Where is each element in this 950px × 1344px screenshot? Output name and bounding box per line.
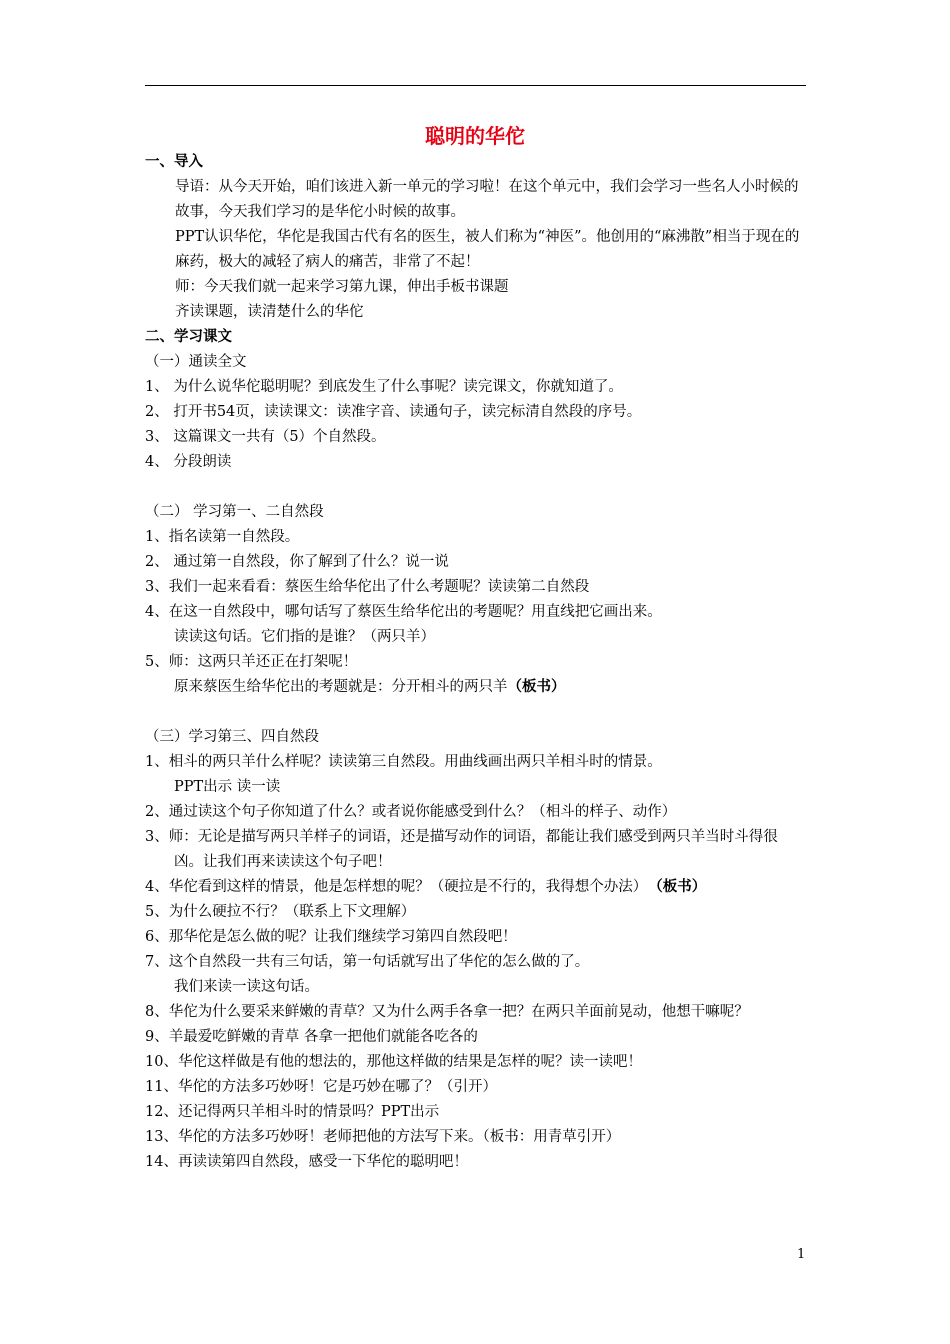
list-item: 9、羊最爱吃鲜嫩的青草 各拿一把他们就能各吃各的 xyxy=(145,1029,478,1045)
list-item: 3、师：无论是描写两只羊样子的词语，还是描写动作的词语，都能让我们感受到两只羊当时斗得很凶。让我们再来读读这个句子吧！ xyxy=(145,829,778,870)
list-item: 2、 打开书54页，读读课文：读准字音、读通句子，读完标清自然段的序号。 xyxy=(145,404,642,420)
list-item: 2、通过读这个句子你知道了什么？或者说你能感受到什么？（相斗的样子、动作） xyxy=(145,804,677,820)
blackboard-tag: （板书） xyxy=(648,879,707,895)
header-rule xyxy=(145,85,806,86)
page-number: 1 xyxy=(797,1247,806,1262)
list-item: 5、为什么硬拉不行？（联系上下文理解） xyxy=(145,904,416,920)
list-item: 10、华佗这样做是有他的想法的，那他这样做的结果是怎样的呢？读一读吧！ xyxy=(145,1054,642,1070)
list-item xyxy=(145,875,806,900)
list-item: 4、 分段朗读 xyxy=(145,454,232,470)
document-title: 聪明的华佗 xyxy=(425,124,525,148)
spacer xyxy=(145,475,806,500)
subsection-heading-2: （二） 学习第一、二自然段 xyxy=(145,504,324,520)
list-item: 5、师：这两只羊还正在打架呢！ xyxy=(145,654,358,670)
paragraph-intro-3: 师：今天我们就一起来学习第九课，伸出手板书课题 xyxy=(175,279,509,295)
list-item: 6、那华佗是怎么做的呢？让我们继续学习第四自然段吧！ xyxy=(145,929,517,945)
list-item: 12、还记得两只羊相斗时的情景吗？PPT出示 xyxy=(145,1104,440,1120)
list-item: 11、华佗的方法多巧妙呀！它是巧妙在哪了？（引开） xyxy=(145,1079,497,1095)
list-item: 2、 通过第一自然段，你了解到了什么？说一说 xyxy=(145,554,449,570)
list-item-sub: 我们来读一读这句话。 xyxy=(174,979,319,995)
list-item: 3、我们一起来看看：蔡医生给华佗出了什么考题呢？读读第二自然段 xyxy=(145,579,590,595)
list-item-sub: PPT出示 读一读 xyxy=(174,779,281,795)
spacer xyxy=(145,700,806,725)
subsection-heading-3: （三）学习第三、四自然段 xyxy=(145,729,319,745)
blackboard-tag: （板书） xyxy=(507,679,566,695)
list-item: 4、在这一自然段中，哪句话写了蔡医生给华佗出的考题呢？用直线把它画出来。 xyxy=(145,604,662,620)
list-item: 1、相斗的两只羊什么样呢？读读第三自然段。用曲线画出两只羊相斗时的情景。 xyxy=(145,754,662,770)
paragraph-intro-4: 齐读课题，读清楚什么的华佗 xyxy=(175,304,364,320)
section-heading-intro: 一、导入 xyxy=(145,154,203,170)
list-item: 8、华佗为什么要采来鲜嫩的青草？又为什么两手各拿一把？在两只羊面前晃动，他想干嘛呢？ xyxy=(145,1004,749,1020)
list-item-sub xyxy=(145,675,806,700)
list-item-sub: 读读这句话。它们指的是谁？（两只羊） xyxy=(174,629,435,645)
section-heading-study: 二、学习课文 xyxy=(145,329,232,345)
list-item: 14、再读读第四自然段，感受一下华佗的聪明吧！ xyxy=(145,1154,468,1170)
list-item-text: 4、华佗看到这样的情景，他是怎样想的呢？（硬拉是不行的，我得想个办法） xyxy=(145,879,648,895)
list-item: 1、指名读第一自然段。 xyxy=(145,529,300,545)
list-item: 13、华佗的方法多巧妙呀！老师把他的方法写下来。（板书：用青草引开） xyxy=(145,1129,621,1145)
list-item-sub-text: 原来蔡医生给华佗出的考题就是：分开相斗的两只羊 xyxy=(174,679,508,695)
paragraph-intro-1: 导语：从今天开始，咱们该进入新一单元的学习啦！在这个单元中，我们会学习一些名人小时候的故事，今天我们学习的是华佗小时候的故事。 xyxy=(175,179,799,220)
subsection-heading-1: （一）通读全文 xyxy=(145,354,247,370)
list-item: 7、这个自然段一共有三句话，第一句话就写出了华佗的怎么做的了。 xyxy=(145,954,590,970)
paragraph-intro-2: PPT认识华佗，华佗是我国古代有名的医生，被人们称为“神医”。他创用的“麻沸散”相当于现在的麻药，极大的减轻了病人的痛苦，非常了不起！ xyxy=(175,229,800,270)
list-item: 3、 这篇课文一共有（5）个自然段。 xyxy=(145,429,386,445)
document-body xyxy=(145,150,806,1175)
list-item: 1、 为什么说华佗聪明呢？到底发生了什么事呢？读完课文，你就知道了。 xyxy=(145,379,623,395)
